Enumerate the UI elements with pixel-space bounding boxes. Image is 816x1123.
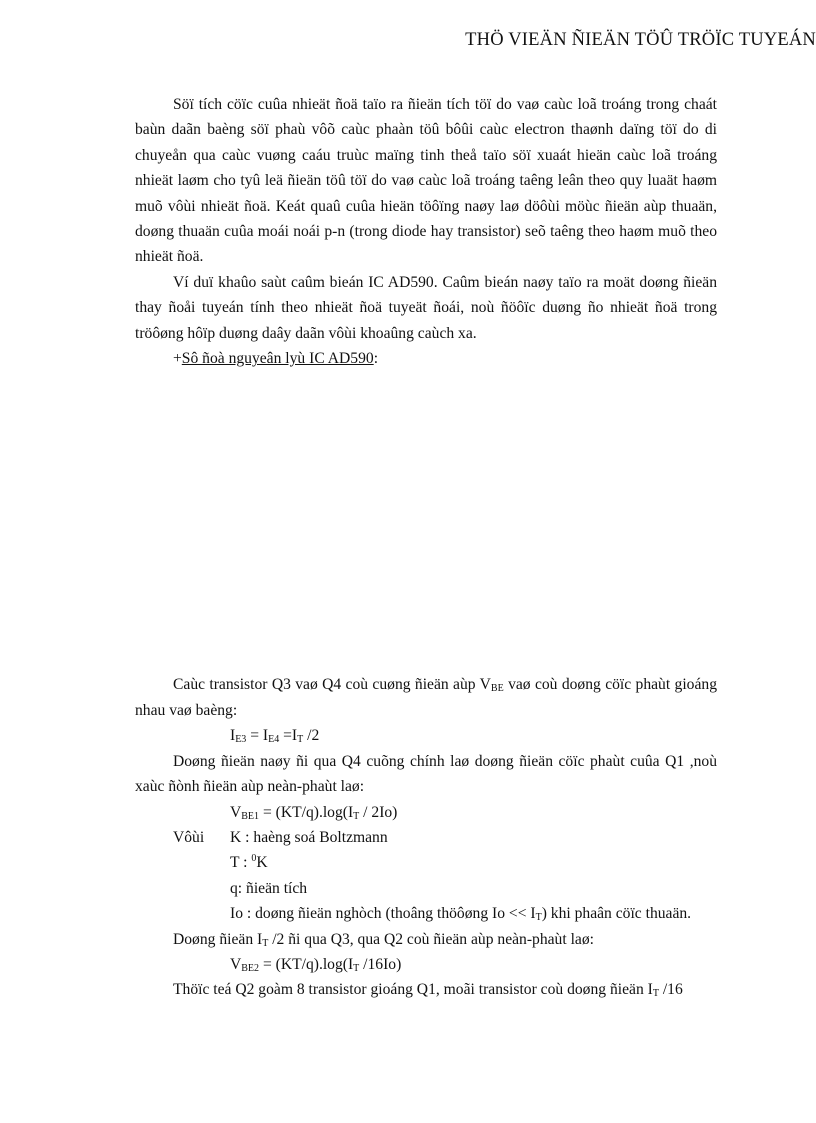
paragraph-schematic-heading (135, 346, 717, 371)
text-span: T : (230, 854, 252, 872)
subscript: E4 (268, 734, 280, 746)
definition-t (135, 850, 717, 875)
subscript: T (262, 937, 269, 949)
text-span: /2 (303, 727, 320, 745)
text-span: vaø coù doøng cöïc phaùt gioáng nhau vaø baèng: (135, 676, 717, 719)
text-span: =I (279, 727, 298, 745)
definition-q: q: ñieän tích (230, 879, 308, 897)
plus-sign: + (173, 350, 182, 368)
subscript: T (652, 988, 659, 1000)
text-span: = I (246, 727, 269, 745)
text-span: = (KT/q).log(I (259, 955, 354, 973)
equation-ie3-ie4 (135, 723, 717, 748)
subscript: T (353, 810, 360, 822)
text-span: V (230, 955, 242, 973)
equation-vbe2 (135, 952, 717, 977)
text-span: ) khi phaân cöïc thuaän. (541, 905, 692, 923)
subscript: T (535, 912, 542, 924)
paragraph-ad590-intro: Ví duï khaûo saùt caûm bieán IC AD590. Caûm bieán naøy taïo ra moät doøng ñieän thay ñoåi tuyeán tính theo nhieät ñoä tuyeät ñoái, noù ñöôïc duøng ño nhieät ñoä trong tröôøng hôïp duøng daây daãn vôùi khoaûng caùch xa. (135, 273, 717, 342)
schematic-heading-link: Sô ñoà nguyeân lyù IC AD590 (181, 350, 374, 368)
subscript: E3 (235, 734, 247, 746)
text-span: = (KT/q).log(I (259, 803, 354, 821)
text-span: Thöïc teá Q2 goàm 8 transistor gioáng Q1, moãi transistor coù doøng ñieän I (173, 981, 653, 999)
paragraph-q3-q4 (135, 672, 717, 723)
schematic-figure-area (135, 371, 717, 672)
equation-vbe1 (135, 800, 717, 825)
subscript: T (297, 734, 304, 746)
text-span: K : haèng soá Boltzmann (230, 828, 388, 846)
text-span: /16Io) (359, 955, 402, 973)
subscript: T (353, 962, 360, 974)
definition-k (135, 825, 717, 850)
subscript: BE2 (241, 962, 260, 974)
subscript: BE1 (241, 810, 260, 822)
text-span: K (256, 854, 268, 872)
paragraph-q4-current: Doøng ñieän naøy ñi qua Q4 cuõng chính laø doøng ñieän cöïc phaùt cuûa Q1 ,noù xaùc ñònh ñieän aùp neàn-phaùt laø: (135, 752, 717, 796)
definition-io (135, 901, 717, 926)
superscript: 0 (251, 853, 257, 865)
heading-colon: : (373, 350, 379, 368)
text-span: Doøng ñieän I (173, 930, 263, 948)
document-body (135, 92, 717, 1003)
paragraph-q2-eight-transistors (135, 977, 717, 1002)
text-span: / 2Io) (359, 803, 398, 821)
text-span: Caùc transistor Q3 vaø Q4 coù cuøng ñieän aùp V (173, 676, 491, 694)
text-span: Io : doøng ñieän nghòch (thoâng thöôøng Io << I (230, 905, 536, 923)
page-header-title: THÖ VIEÄN ÑIEÄN TÖÛ TRÖÏC TUYEÁN (465, 30, 816, 50)
paragraph-q3-q2 (135, 927, 717, 952)
subscript: BE (490, 683, 504, 695)
text-span: V (230, 803, 242, 821)
text-span: I (230, 727, 236, 745)
text-span: /2 ñi qua Q3, qua Q2 coù ñieän aùp neàn-phaùt laø: (268, 930, 594, 948)
text-span: /16 (658, 981, 683, 999)
paragraph-thermal-carriers: Söï tích cöïc cuûa nhieät ñoä taïo ra ñieän tích töï do vaø caùc loã troáng trong chaát baùn daãn baèng söï phaù vôõ caùc phaàn töû bôûi caùc electron thaønh daïng töï do di chuyeån qua caùc vuøng caáu truùc maïng tinh theå taïo söï xuaát hieän caùc loã troáng nhieät laøm cho tyû leä ñieän töû töï do vaø caùc loã troáng taêng leân theo quy luaät haøm muõ vôùi nhieät ñoä. Keát quaû cuûa hieän töôïng naøy laø döôùi möùc ñieän aùp thuaän, doøng thuaän cuûa moái noái p-n (trong diode hay transistor) seõ taêng theo haøm muõ theo nhieät ñoä. (135, 96, 717, 266)
voi-label: Vôùi (173, 828, 205, 846)
